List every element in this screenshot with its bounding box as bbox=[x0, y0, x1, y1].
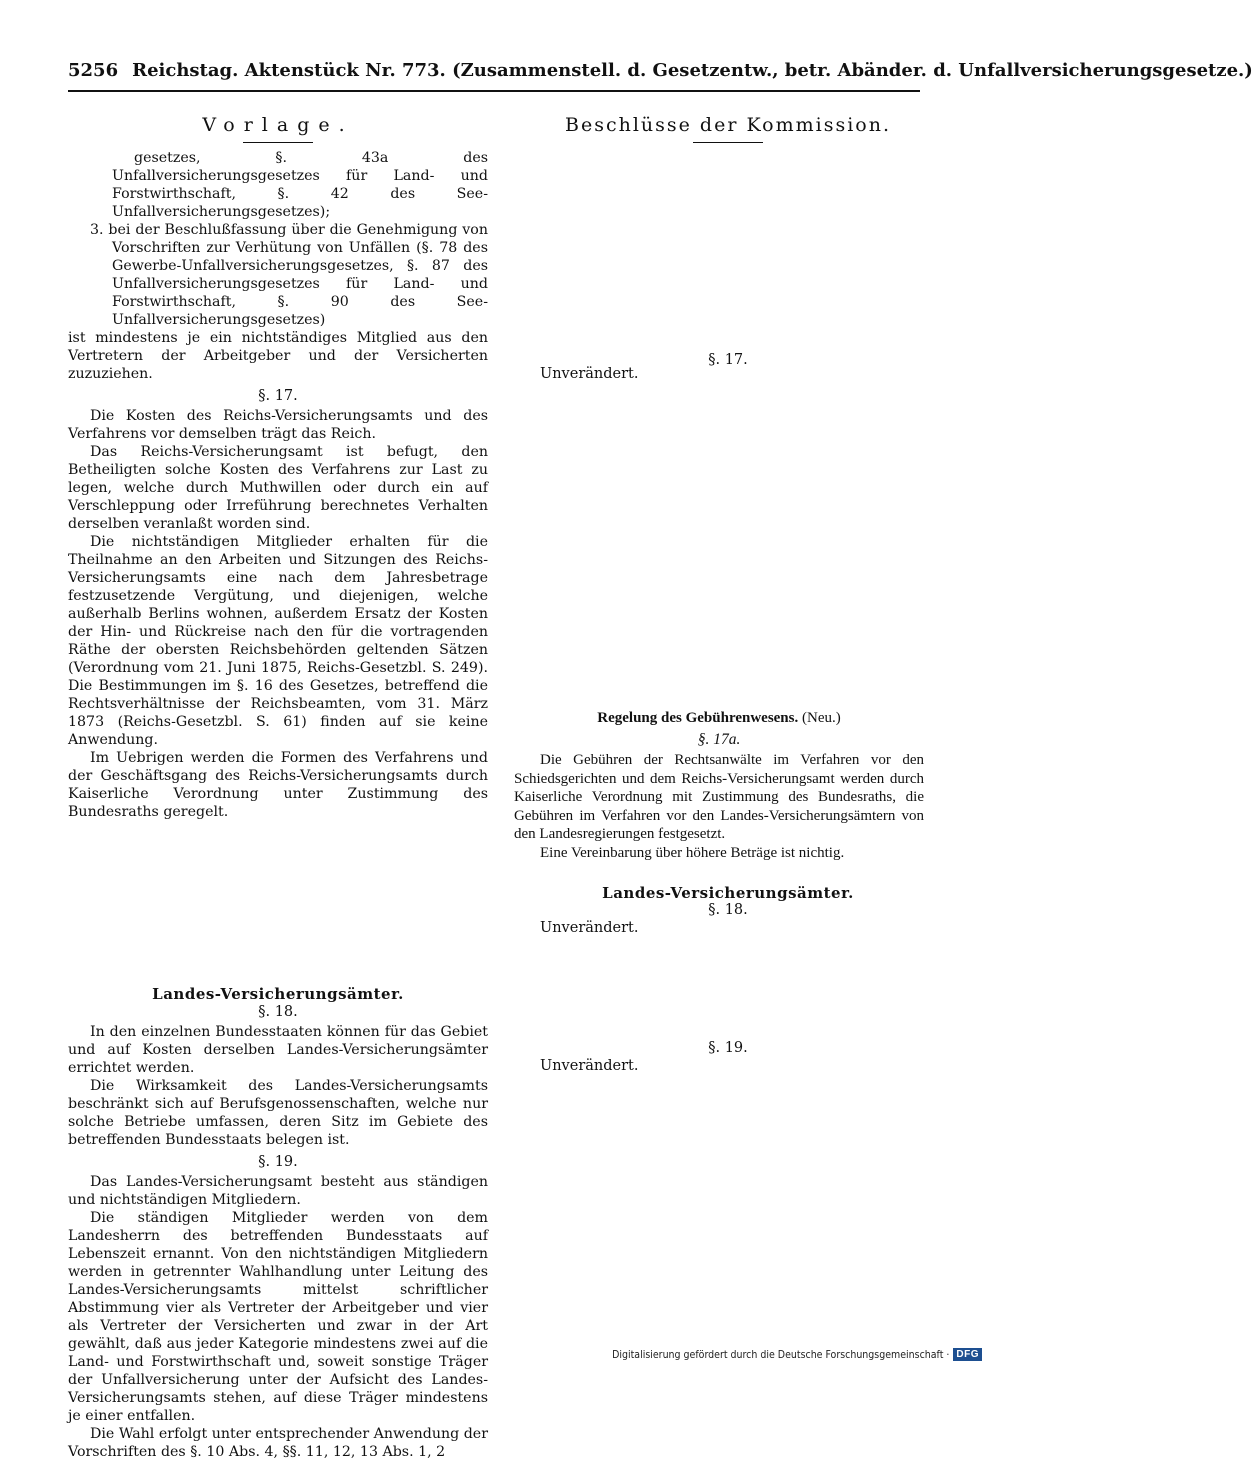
neu-marker: (Neu.) bbox=[802, 710, 841, 726]
section-18-paragraph-2: Die Wirksamkeit des Landes-Versicherungsamts beschränkt sich auf Berufsgenossenschaften, welche nur solche Betriebe umfassen, deren Sitz im Gebiete des betreffenden Bundesstaats belegen ist. bbox=[68, 1078, 488, 1148]
section-17a-label: §. 17a. bbox=[697, 731, 741, 748]
right-column-beschluesse bbox=[514, 110, 924, 1074]
title-rule bbox=[693, 142, 763, 143]
left-column-title: Vorlage. bbox=[202, 114, 354, 136]
regelung-title: Regelung des Gebührenwesens. bbox=[597, 710, 799, 726]
right-s17a-block bbox=[514, 710, 924, 862]
section-17a-paragraph-2: Eine Vereinbarung über höhere Beträge ist nichtig. bbox=[540, 844, 845, 861]
right-section-18-label: §. 18. bbox=[708, 902, 748, 918]
unchanged-text: Unverändert. bbox=[540, 920, 639, 936]
unchanged-text: Unverändert. bbox=[540, 366, 639, 382]
right-section-19-label: §. 19. bbox=[708, 1040, 748, 1056]
header-rule bbox=[68, 90, 920, 92]
section-19-paragraph-1: Das Landes-Versicherungsamt besteht aus ständigen und nichtständigen Mitgliedern. bbox=[68, 1174, 488, 1208]
section-19-paragraph-2: Die ständigen Mitglieder werden von dem Landesherrn des betreffenden Bundesstaats auf Lebenszeit ernannt. Von den nichtständigen Mitgliedern werden in getrennter Wahlhandlung unter Leitung des Landes-Versicherungsamts mittelst schriftlicher Abstimmung vier als Vertreter der Arbeitgeber und vier als Vertreter der Versicherten und zwar in der Art gewählt, daß aus jeder Kategorie mindestens zwei auf die Land- und Forstwirthschaft und, soweit sonstige Träger der Unfallversicherung unter der Aufsicht des Landes-Versicherungsamts stehen, auf diese Träger mindestens je einer entfallen. bbox=[68, 1210, 488, 1424]
section-17-paragraph-2: Das Reichs-Versicherungsamt ist befugt, den Betheiligten solche Kosten des Verfahrens zur Last zu legen, welche durch Muthwillen oder durch ein auf Verschleppung oder Irreführung berechnetes Verhalten derselben veranlaßt worden sind. bbox=[68, 444, 488, 532]
section-19-paragraph-3: Die Wahl erfolgt unter entsprechender Anwendung der Vorschriften des §. 10 Abs. 4, §§. 11, 12, 13 Abs. 1, 2 bbox=[68, 1426, 488, 1460]
section-18-label: §. 18. bbox=[258, 1004, 298, 1020]
page-header bbox=[68, 60, 1253, 81]
landes-heading: Landes-Versicherungsämter. bbox=[152, 985, 404, 1003]
section-19-label: §. 19. bbox=[258, 1154, 298, 1170]
right-landes-heading: Landes-Versicherungsämter. bbox=[602, 884, 854, 902]
closing-paragraph: ist mindestens je ein nichtständiges Mitglied aus den Vertretern der Arbeitgeber und der Versicherten zuzuziehen. bbox=[68, 330, 488, 382]
section-17-paragraph-1: Die Kosten des Reichs-Versicherungsamts und des Verfahrens vor demselben trägt das Reich. bbox=[68, 408, 488, 442]
right-section-17-label: §. 17. bbox=[708, 352, 748, 368]
section-17-paragraph-4: Im Uebrigen werden die Formen des Verfahrens und der Geschäftsgang des Reichs-Versicherungsamts durch Kaiserliche Verordnung unter Zustimmung des Bundesraths geregelt. bbox=[68, 750, 488, 820]
intro-paragraph: gesetzes, §. 43a des Unfallversicherungsgesetzes für Land- und Forstwirthschaft, §. 42 des See-Unfallversicherungsgesetzes); bbox=[112, 150, 488, 220]
section-17a-paragraph-1: Die Gebühren der Rechtsanwälte im Verfahren vor den Schiedsgerichten und dem Reichs-Versicherungsamt werden durch Kaiserliche Verordnung mit Zustimmung des Bundesraths, die Gebühren im Verfahren vor den Landes-Versicherungsämtern von den Landesregierungen festgesetzt. bbox=[514, 752, 924, 842]
left-column-vorlage bbox=[68, 110, 488, 1461]
section-17a-text bbox=[514, 751, 924, 862]
list-item-3: 3. bei der Beschlußfassung über die Genehmigung von Vorschriften zur Verhütung von Unfällen (§. 78 des Gewerbe-Unfallversicherungsgesetzes, §. 87 des Unfallversicherungsgesetzes für Land- und Forstwirthschaft, §. 90 des See-Unfallversicherungsgesetzes) bbox=[90, 222, 488, 328]
regelung-heading bbox=[514, 710, 924, 727]
title-rule bbox=[243, 142, 313, 143]
right-s19-block bbox=[532, 1036, 924, 1074]
left-text bbox=[68, 149, 488, 1461]
dfg-logo: DFG bbox=[953, 1348, 982, 1361]
section-17-label: §. 17. bbox=[258, 388, 298, 404]
credit-text: Digitalisierung gefördert durch die Deutsche Forschungsgemeinschaft · bbox=[612, 1348, 950, 1361]
unchanged-text: Unverändert. bbox=[540, 1058, 639, 1074]
running-title: Reichstag. Aktenstück Nr. 773. (Zusammenstell. d. Gesetzentw., betr. Abänder. d. Unfallversicherungsgesetze.) bbox=[132, 60, 1253, 81]
page-number: 5256 bbox=[68, 60, 119, 81]
right-s17-block bbox=[532, 348, 924, 382]
digitization-credit bbox=[612, 1348, 982, 1361]
section-17-paragraph-3: Die nichtständigen Mitglieder erhalten für die Theilnahme an den Arbeiten und Sitzungen des Reichs-Versicherungsamts eine nach dem Jahresbetrage festzusetzende Vergütung, und diejenigen, welche außerhalb Berlins wohnen, außerdem Ersatz der Kosten der Hin- und Rückreise nach den für die vortragenden Räthe der obersten Reichsbehörden geltenden Sätzen (Verordnung vom 21. Juni 1875, Reichs-Gesetzbl. S. 249). Die Bestimmungen im §. 16 des Gesetzes, betreffend die Rechtsverhältnisse der Reichsbeamten, vom 31. März 1873 (Reichs-Gesetzbl. S. 61) finden auf sie keine Anwendung. bbox=[68, 534, 488, 748]
right-column-title: Beschlüsse der Kommission. bbox=[565, 114, 891, 136]
section-18-paragraph-1: In den einzelnen Bundesstaaten können für das Gebiet und auf Kosten derselben Landes-Versicherungsämter errichtet werden. bbox=[68, 1024, 488, 1076]
right-s18-block bbox=[532, 884, 924, 936]
